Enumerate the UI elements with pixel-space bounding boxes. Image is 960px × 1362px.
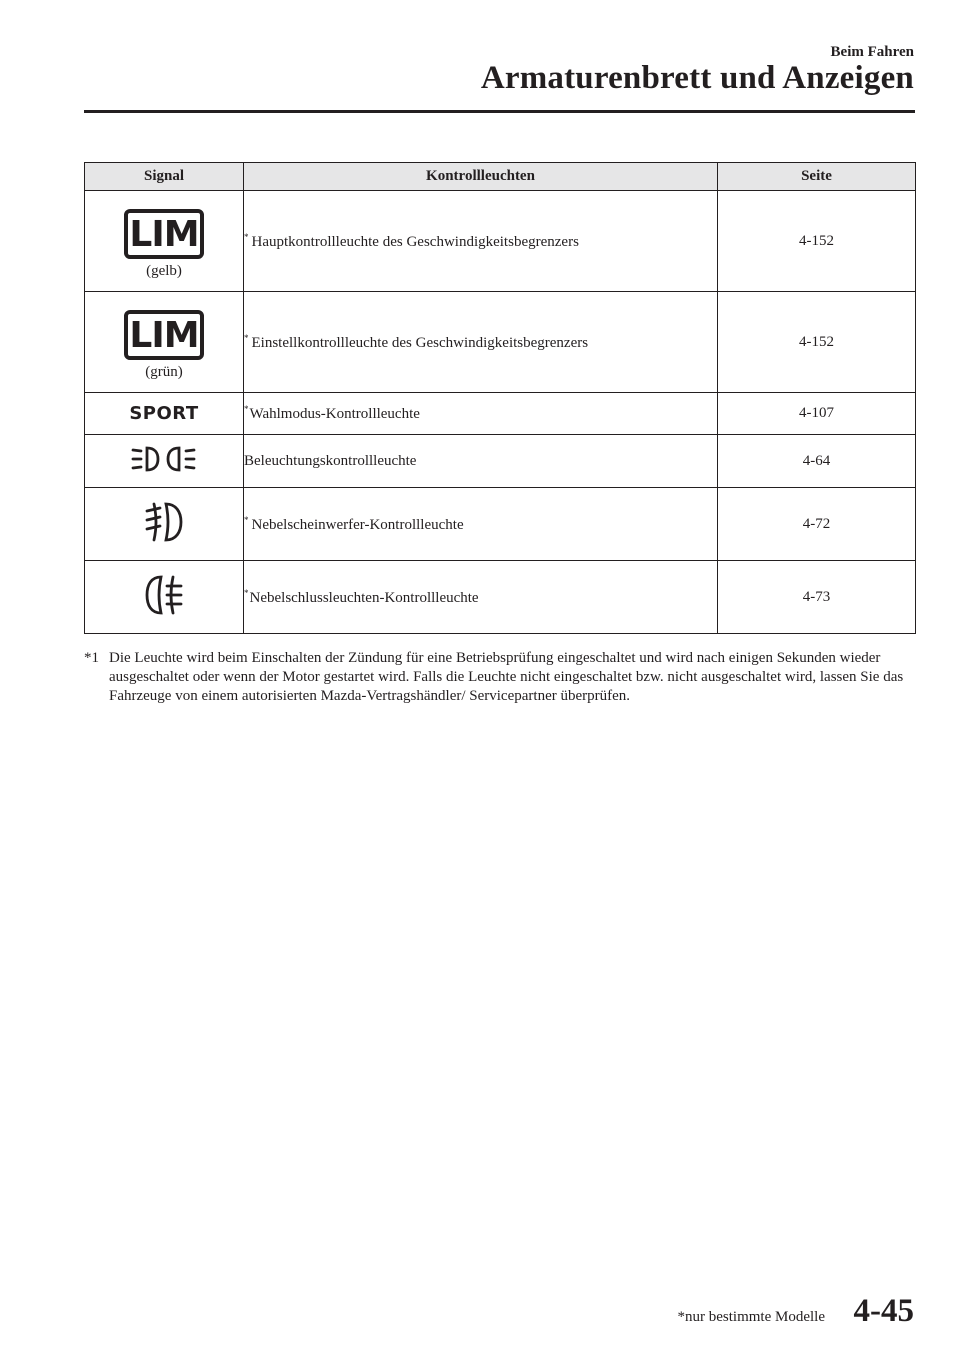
description-text: Beleuchtungskontrollleuchte bbox=[244, 452, 417, 469]
lim-yellow-icon: LIM bbox=[124, 209, 204, 259]
column-header-indicator: Kontrollleuchten bbox=[244, 163, 718, 191]
page-reference: 4-107 bbox=[718, 393, 916, 435]
page-title: Armaturenbrett und Anzeigen bbox=[480, 60, 914, 96]
table-row bbox=[85, 393, 916, 435]
table-header-row bbox=[85, 163, 916, 191]
warning-lights-table bbox=[84, 162, 916, 634]
description-cell bbox=[244, 393, 718, 435]
footnote-marker: *1 bbox=[84, 650, 99, 666]
page-reference: 4-73 bbox=[718, 561, 916, 634]
signal-cell bbox=[85, 488, 244, 561]
lights-on-icon bbox=[131, 444, 197, 474]
signal-cell bbox=[85, 561, 244, 634]
table-row bbox=[85, 435, 916, 488]
description-cell bbox=[244, 191, 718, 292]
footnote-asterisk: * bbox=[244, 404, 249, 414]
description-text: Wahlmodus-Kontrollleuchte bbox=[249, 406, 420, 422]
signal-cell bbox=[85, 191, 244, 292]
signal-cell bbox=[85, 292, 244, 393]
description-text: Nebelscheinwerfer-Kontrollleuchte bbox=[251, 516, 464, 533]
table-row bbox=[85, 191, 916, 292]
signal-cell bbox=[85, 435, 244, 488]
footnote-asterisk: * bbox=[244, 231, 249, 242]
color-label: (gelb) bbox=[146, 262, 182, 279]
page-reference: 4-64 bbox=[718, 435, 916, 488]
table-row bbox=[85, 488, 916, 561]
lim-green-icon: LIM bbox=[124, 310, 204, 360]
column-header-signal: Signal bbox=[85, 163, 244, 191]
rear-fog-light-icon bbox=[144, 573, 184, 617]
section-label: Beim Fahren bbox=[830, 44, 914, 60]
column-header-page: Seite bbox=[718, 163, 916, 191]
models-note: *nur bestimmte Modelle bbox=[677, 1309, 825, 1325]
table-row bbox=[85, 292, 916, 393]
signal-cell bbox=[85, 393, 244, 435]
description-cell bbox=[244, 561, 718, 634]
footnote-asterisk: * bbox=[244, 332, 249, 343]
header-divider bbox=[84, 110, 915, 113]
page-reference: 4-152 bbox=[718, 191, 916, 292]
description-text: Hauptkontrollleuchte des Geschwindigkeitsbegrenzers bbox=[251, 233, 579, 250]
sport-mode-icon: SPORT bbox=[129, 403, 199, 424]
description-cell bbox=[244, 292, 718, 393]
footnote-text: Die Leuchte wird beim Einschalten der Zündung für eine Betriebsprüfung eingeschaltet und wird nach einigen Sekunden wieder ausgeschaltet oder wenn der Motor gestartet wird. Falls die Leuchte nicht eingeschaltet bzw. nicht ausgeschaltet wird, lassen Sie das Fahrzeuge von einem autorisierten Mazda-Vertragshändler/ Servicepartner überprüfen. bbox=[109, 650, 904, 704]
page-reference: 4-152 bbox=[718, 292, 916, 393]
description-text: Nebelschlussleuchten-Kontrollleuchte bbox=[249, 589, 479, 606]
description-cell bbox=[244, 435, 718, 488]
page-reference: 4-72 bbox=[718, 488, 916, 561]
table-row bbox=[85, 561, 916, 634]
color-label: (grün) bbox=[145, 363, 183, 380]
front-fog-light-icon bbox=[144, 500, 184, 544]
description-text: Einstellkontrollleuchte des Geschwindigkeitsbegrenzers bbox=[251, 334, 589, 351]
description-cell bbox=[244, 488, 718, 561]
page-number: 4-45 bbox=[853, 1293, 914, 1329]
footnote bbox=[84, 649, 924, 706]
footnote-asterisk: * bbox=[244, 514, 249, 525]
footnote-asterisk: * bbox=[244, 587, 249, 598]
